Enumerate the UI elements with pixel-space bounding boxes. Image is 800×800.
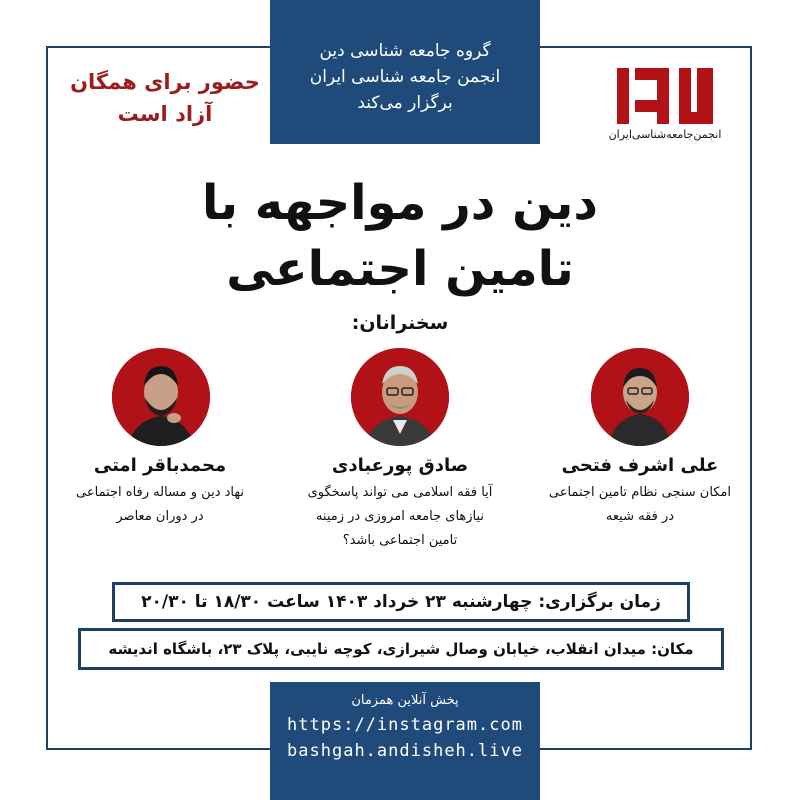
title-line: تامین اجتماعی <box>226 241 574 297</box>
speaker-topic <box>520 481 760 529</box>
logo-mark-icon <box>595 60 735 130</box>
instagram-link[interactable]: https://instagram.com <box>287 715 523 735</box>
topic-line: در دوران معاصر <box>116 509 204 524</box>
free-entry-line: آزاد است <box>117 102 213 126</box>
speaker-photo <box>112 348 210 446</box>
organizer-box <box>270 0 540 144</box>
topic-line: نیازهای جامعه امروزی در زمینه <box>315 509 485 524</box>
live-stream-box <box>270 682 540 800</box>
event-location: مکان: میدان انقلاب، خیابان وصال شیرازی، کوچه نایبی، پلاک ۲۳، باشگاه اندیشه <box>78 628 724 670</box>
person-icon <box>351 348 449 446</box>
person-icon <box>112 348 210 446</box>
logo-caption: انجمن‌جامعه‌شناسی‌ایران <box>608 128 722 141</box>
speaker-photo <box>591 348 689 446</box>
speaker-topic <box>280 481 520 553</box>
topic-line: تامین اجتماعی باشد؟ <box>342 533 458 548</box>
event-title <box>100 170 700 302</box>
free-entry-notice <box>70 66 260 130</box>
speaker-topic <box>40 481 280 529</box>
speaker-name: صادق پورعبادی <box>331 455 469 476</box>
organizer-line: انجمن جامعه شناسی ایران <box>309 67 501 87</box>
speaker-photo <box>351 348 449 446</box>
topic-line: نهاد دین و مساله رفاه اجتماعی <box>76 485 244 500</box>
speaker-name: محمدباقر امتی <box>93 455 227 476</box>
speakers-heading: سخنرانان: <box>351 312 449 334</box>
topic-line: آیا فقه اسلامی می تواند پاسخگوی <box>307 485 493 500</box>
title-line: دین در مواجهه با <box>202 175 598 231</box>
topic-line: امکان سنجی نظام تامین اجتماعی <box>548 485 732 500</box>
event-time: زمان برگزاری: چهارشنبه ۲۳ خرداد ۱۴۰۳ ساعت ۱۸/۳۰ تا ۲۰/۳۰ <box>112 582 690 622</box>
free-entry-line: حضور برای همگان <box>70 70 260 94</box>
person-icon <box>591 348 689 446</box>
organizer-line: برگزار می‌کند <box>357 93 453 113</box>
organizer-line: گروه جامعه شناسی دین <box>319 41 491 61</box>
speaker-name: علی اشرف فتحی <box>561 455 719 476</box>
topic-line: در فقه شیعه <box>605 509 675 524</box>
instagram-handle-link[interactable]: bashgah.andisheh.live <box>287 741 523 761</box>
live-stream-label: پخش آنلاین همزمان <box>351 693 459 708</box>
